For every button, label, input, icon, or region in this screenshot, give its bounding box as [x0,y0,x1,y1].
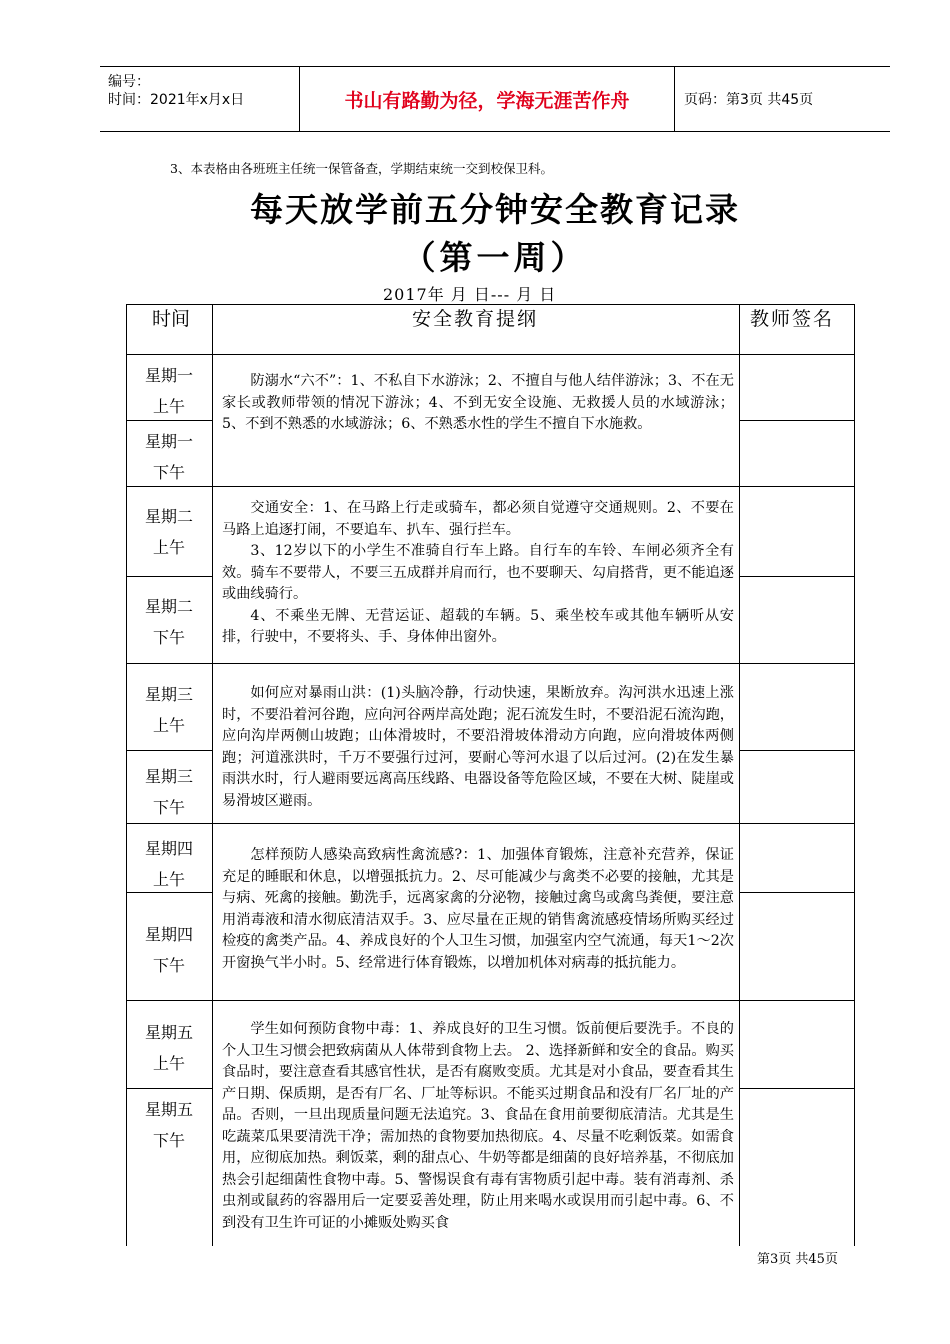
day-cell-pm: 星期一 下午 [144,432,193,482]
day-cell-am: 星期一 上午 [144,366,193,416]
day-cell-am: 星期四 上午 [144,839,193,889]
day-cell-pm: 星期三 下午 [144,767,193,817]
lesson-content: 学生如何预防食物中毒：1、养成良好的卫生习惯。饭前便后要洗手。不良的个人卫生习惯会把致病菌从人体带到食物上去。 2、选择新鲜和安全的食品。购买食品时，要注意查看其感官性状，是否有腐败变质。尤其是对小食品，要查看其生产日期、保质期，是否有厂名、厂址等标识。不能买过期食品和没有厂名厂址的产品。否则，一旦出现质量问题无法追究。3、食品在食用前要彻底清洁。尤其是生吃蔬菜瓜果要清洗干净；需加热的食物要加热彻底。4、尽量不吃剩饭菜。如需食用，应彻底加热。剩饭菜，剩的甜点心、牛奶等都是细菌的良好培养基，不彻底加热会引起细菌性食物中毒。5、警惕误食有毒有害物质引起中毒。装有消毒剂、杀虫剂或鼠药的容器用后一定要妥善处理，防止用来喝水或误用而引起中毒。6、不到没有卫生许可证的小摊贩处购买食 [222,1021,734,1231]
lesson-content: 如何应对暴雨山洪：(1)头脑冷静，行动快速，果断放弃。沟河洪水迅速上涨时，不要沿着河谷跑，应向河谷两岸高处跑；泥石流发生时，不要沿泥石流沟跑，应向沟岸两侧山坡跑；山体滑坡时，不要沿滑坡体滑动方向跑，应向滑坡体两侧跑；河道涨洪时，千万不要强行过河，要耐心等河水退了以后过河。(2)在发生暴雨洪水时，行人避雨要远离高压线路、电器设备等危险区域，不要在大树、陡崖或易滑坡区避雨。 [222,685,734,809]
day-cell-pm: 星期四 下午 [144,925,193,975]
lesson-content: 防溺水“六不”：1、不私自下水游泳；2、不擅自与他人结伴游泳；3、不在无家长或教师带领的情况下游泳；4、不到无安全设施、无救援人员的水域游泳；5、不到不熟悉的水域游泳；6、不熟悉水性的学生不擅自下水施救。 [222,373,734,432]
page-label: 页码：第3页 共45页 [684,92,814,108]
day-cell-am: 星期二 上午 [144,507,193,557]
motto-text: 书山有路勤为径，学海无涯苦作舟 [344,89,630,112]
date-range: 2017年 月 日--- 月 日 [383,285,557,304]
day-cell-am: 星期三 上午 [144,685,193,735]
header-time: 时间 [152,308,191,330]
day-cell-am: 星期五 上午 [144,1023,193,1073]
document-subtitle: （第一周） [402,238,588,277]
header-meta [100,67,300,131]
header-outline: 安全教育提纲 [412,308,539,330]
day-cell-pm: 星期五 下午 [144,1100,193,1150]
header-signature: 教师签名 [750,308,835,330]
number-label: 编号： [108,74,150,90]
time-label: 时间：2021年x月x日 [108,92,245,108]
header-page [674,67,890,131]
day-cell-pm: 星期二 下午 [144,597,193,647]
page-footer: 第3页 共45页 [757,1252,838,1267]
document-title: 每天放学前五分钟安全教育记录 [250,190,740,229]
instruction-note: 3、本表格由各班班主任统一保管备查，学期结束统一交到校保卫科。 [170,161,553,176]
header-motto [299,67,675,131]
lesson-content: 交通安全：1、在马路上行走或骑车，都必须自觉遵守交通规则。2、不要在马路上追逐打闹，不要追车、扒车、强行拦车。 3、12岁以下的小学生不准骑自行车上路。自行车的车铃、车闸必须齐全有效。骑车不要带人，不要三五成群并肩而行，也不要聊天、勾肩搭背，更不能追逐或曲线骑行。 4、不乘坐无牌、无营运证、超载的车辆。5、乘坐校车或其他车辆听从安排，行驶中，不要将头、手、身体伸出窗外。 [222,500,734,645]
lesson-content: 怎样预防人感染高致病性禽流感?：1、加强体育锻炼，注意补充营养，保证充足的睡眠和休息，以增强抵抗力。2、尽可能减少与禽类不必要的接触，尤其是与病、死禽的接触。勤洗手，远离家禽的分泌物，接触过禽鸟或禽鸟粪便，要注意用消毒液和清水彻底清洁双手。3、应尽量在正规的销售禽流感疫情场所购买经过检疫的禽类产品。4、养成良好的个人卫生习惯，加强室内空气流通，每天1～2次开窗换气半小时。5、经常进行体育锻炼，以增加机体对病毒的抵抗能力。 [222,847,734,971]
page-header [100,66,890,132]
